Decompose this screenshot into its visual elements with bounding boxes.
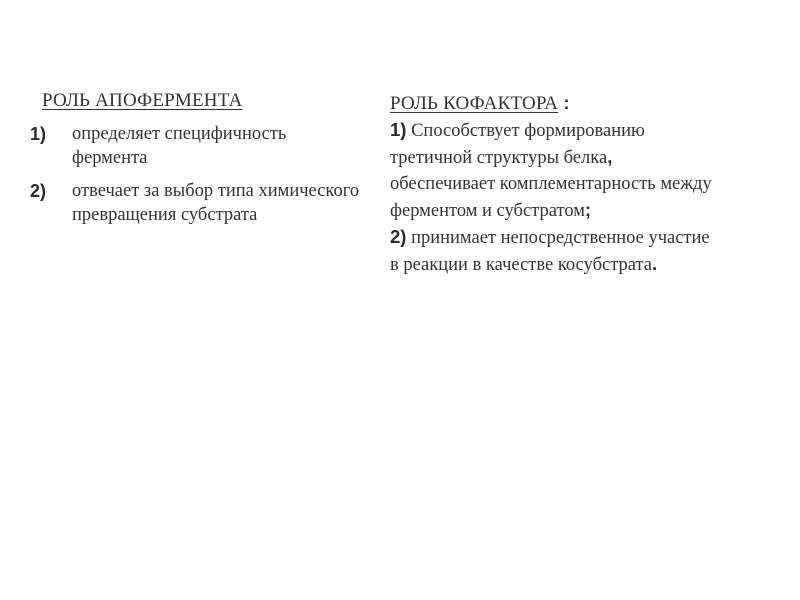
apoenzyme-item-1-number: 1): [30, 124, 47, 144]
apoenzyme-list: [30, 122, 360, 227]
cofactor-item-2-number: 2): [390, 226, 407, 247]
apoenzyme-section: [30, 90, 360, 236]
cofactor-item-1-text-3: обеспечивает комплементарность между: [390, 174, 712, 194]
cofactor-item-1-semicolon: ;: [584, 199, 592, 220]
cofactor-section: [390, 90, 790, 278]
apoenzyme-item-2-text: отвечает за выбор типа химического превращения субстрата: [72, 181, 360, 225]
apoenzyme-item-2: [30, 179, 360, 227]
apoenzyme-heading: РОЛЬ АПОФЕРМЕНТА: [42, 90, 243, 111]
cofactor-heading-line: [390, 90, 790, 117]
cofactor-item-2-text-2: в реакции в качестве косубстрата: [390, 255, 653, 275]
cofactor-item-1-text-4: ферментом и субстратом: [390, 201, 585, 221]
cofactor-item-2-period: .: [652, 253, 658, 274]
cofactor-item-1-text-1: Способствует формированию: [406, 121, 645, 141]
cofactor-item-2-line-2: [390, 251, 790, 278]
apoenzyme-item-1: [30, 122, 360, 170]
cofactor-item-1-comma: ,: [607, 146, 613, 167]
cofactor-item-2-line-1: [390, 224, 790, 251]
apoenzyme-item-1-text: определяет специфичность фермента: [72, 124, 287, 168]
cofactor-item-1-number: 1): [390, 119, 407, 140]
cofactor-item-1-line-4: [390, 197, 790, 224]
cofactor-heading: РОЛЬ КОФАКТОРА: [390, 93, 559, 114]
cofactor-item-1-line-3: [390, 171, 790, 197]
cofactor-item-1-line-2: [390, 144, 790, 171]
cofactor-heading-colon: :: [558, 92, 570, 113]
cofactor-item-1-text-2: третичной структуры белка: [390, 148, 608, 168]
cofactor-item-1-line-1: [390, 117, 790, 144]
apoenzyme-item-2-number: 2): [30, 181, 47, 201]
cofactor-item-2-text-1: принимает непосредственное участие: [406, 228, 710, 248]
